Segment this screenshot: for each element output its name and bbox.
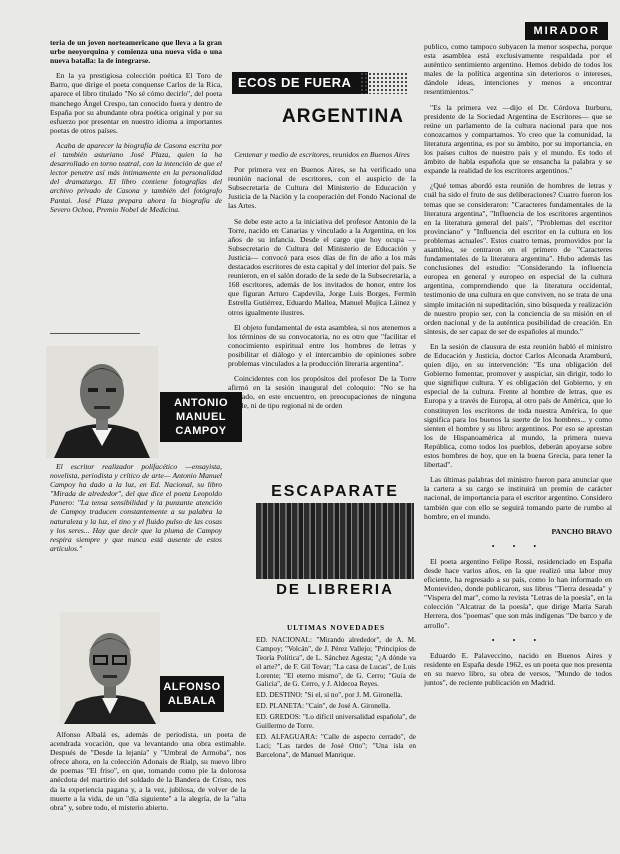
- albala-name-box: ALFONSO ALBALA: [160, 676, 224, 712]
- masthead-mirador: MIRADOR: [525, 22, 608, 40]
- paragraph-palaveccino: Eduardo E. Palaveccino, nacido en Buenos Aires y residente en España desde 1962, es un poeta que nos presenta en su nuevo libro, su obra de versos, "Mundo de todos juntos", de reciente publicación en Madrid.: [424, 650, 612, 687]
- albala-text: [50, 730, 246, 818]
- paragraph-4: En la sesión de clausura de esta reunión habló el ministro de Educación y Justicia, doctor Carlos Alconada Aramburú, quien dijo, en su intervención: "Es una obligación del Gobierno fomentar, promover y auspiciar, sin dirigir, todo lo que signifique cultura. Y es obligación del Gobierno, y en especial de la cultura. Frente al hombre de letras, que es Europa y a través de Europa, al otro país de América, que lo constituyen los escritores de toda nuestra América, lo que significa para los buenos la suerte de los hombres... y como sienten el hombre y su libro: argentinos. Por eso se aprestan los de Hispanoamérica al mundo, la primera nueva República, como todos los pueblos, deberán apoyarse sobre estos hombres de hoy, que en la buena Grecia, para tener la libertad".: [424, 341, 612, 470]
- albala-paragraph: Alfonso Albalá es, además de periodista, un poeta de acendrada vocación, que va levantando una obra estimable. Después de "Desde la lejanía" y "Umbral de Armoba", nos ofrece ahora, en la colección Adonais de Rialp, su nuevo libro de poemas "El friso", en que, tomando como pie la dolorosa anécdota del martirio del soldado de la Bandera de Cristo, nos da la experiencia pagana y, a la vez, jubilosa, de volver de la muerte a la vida, de un "día siguiente" a la alegría, de la "alta obra" y, sobre todo, el misterio abierto.: [50, 730, 246, 812]
- article-subtitle: Centenar y medio de escritores, reunidos en Buenos Aires: [234, 150, 410, 159]
- paragraph-3: ¿Qué temas abordó esta reunión de hombres de letras y cuál ha sido el fruto de sus deliberaciones? Cuatro fueron los temas que se consideraron: "Caracteres fundamentales de la literatura argentina", "Influencia de los escritores argentinos en la literatura general del país", "Problemas del escritor provinciano" y "Influencia del escritor en la cultura en los problemas actuales". Estos cuatro temas, promovidos por la asamblea, se centraron en el primero de "Caracteres fundamentales de la literatura argentina". Hubo además las conclusiones del estudio: "Considerando la influencia europea en general y europeo en especial de la cultura argentina, comprendiendo que la literatura occidental, testimonio de una cultura en que conviven, no se trata de una simple imitación ni supeditación, sino búsqueda y realización de nuestro propio ser, con la conciencia de su misión en el orden nacional y de la auténtica posibilidad de creación. En síntesis, de ser capaz de ser de españoles al mundo.": [424, 181, 612, 336]
- campoy-text: [50, 462, 222, 559]
- paragraph-rossi: El poeta argentino Felipe Rossi, residenciado en España desde hace varios años, en la que realizó una labor muy eficiente, ha regresado a su país, como lo han informado en Montevideo, donde publicaron, sus libros "Tierra deseada" y "Vispera del mar", como la revista "Letras de la poesía", en la colección "Alcatraz de la poesía", que dirige María Sarah Herrera, dos "poemas" que son más indígenas "De barco y de arrollo".: [424, 556, 612, 630]
- article-toro-de-barro: En la ya prestigiosa colección poética El Toro de Barro, que dirige el poeta conquense Carlos de la Rica, aparece el libro titulado "No sé cómo decirlo", del poeta manchego Ángel Crespo, tan conocido fuera y dentro de España por su abundante obra poética original y por su esfuerzo por presentar en nuestro idioma a importantes poetas de otros países.: [50, 71, 222, 135]
- section-header-ecos: [232, 72, 408, 142]
- paragraph-2: "Es la primera vez —dijo el Dr. Córdova Iturburu, presidente de la Sociedad Argentina de Escritores— que se reúne un parlamento de la cultura nacional para que nos conozcamos y compartamos. Yo creo que la comunidad, la literatura argentina, es por su ámbito, por su importancia, en los países cultos de nuestro país y el mundo. Es todo el ámbito de habla española que se ensancha la palabra y se expande la realidad de los escritores argentinos.": [424, 102, 612, 176]
- campoy-photo: [46, 346, 158, 458]
- escaparate-title: ESCAPARATE: [271, 483, 399, 500]
- novedades-heading: ULTIMAS NOVEDADES: [286, 623, 386, 632]
- novedad-item: ED. PLANETA: "Cain", de José A. Gironella.: [256, 701, 391, 711]
- separator-dots: • • •: [491, 635, 545, 645]
- article-continuation: teria de un joven norteamericano que lleva a la gran urbe neoyorquina y comienza una nueva vida o una nueva batalla: la de integrarse.: [50, 38, 222, 66]
- campoy-name-box: ANTONIO MANUEL CAMPOY: [160, 392, 242, 442]
- novedades-list: [256, 624, 416, 762]
- correspondent-signature: PANCHO BRAVO: [551, 526, 612, 536]
- halftone-decoration: [360, 72, 408, 94]
- novedad-item: ED. ALFAGUARA: "Calle de aspecto cerrado", de Laci; "Las tardes de José Otto"; "Una isla en Barcelona", de Manuel Manrique.: [256, 731, 416, 759]
- paragraph-3: El objeto fundamental de esta asamblea, si nos atenemos a los términos de su convocatoria, no es otro que "facilitar el conocimiento espiritual entre los hombres de letras y posibilitar el diálogo y el intercambio de opiniones sobre problemas vinculados a la producción literaria argentina".: [228, 322, 416, 368]
- column-left: [50, 38, 222, 220]
- divider-line: [50, 333, 140, 334]
- novedad-item: ED. NACIONAL: "Mirando alrededor", de A. M. Campoy; "Volcán", de J. Pérez Vallejo; "Principios de Teoría Política", de L. Sánchez Agesta; "¿A dónde va el arte?", de F. Gil Tovar; "La casa de Lucas", de Luis Lorente; "El eterno mismo", de G. Cerro; "Guía de Galicia", de G. Cerro, y J. Aldecoa Reyes.: [256, 634, 416, 689]
- separator-dots: • • •: [491, 541, 545, 551]
- novedad-item: ED. DESTINO: "Si el, sí no", por J. M. Gironella.: [256, 690, 403, 700]
- paragraph-4: Coincidentes con los propósitos del profesor De la Torre afirmó en la sesión inaugural del coloquio: "No se ha pensado, en este encuentro, en preocupaciones de ninguna índole, ni de tipo regional ni de orden: [228, 374, 416, 411]
- paragraph-5: Las últimas palabras del ministro fueron para anunciar que la cartera a su cargo se instituirá un premio de carácter nacional, de importancia para el escritor argentino. Considero también que con ello se seguirá tomando parte de rumbo al hombre, en el mundo.: [424, 475, 612, 521]
- novedad-item: ED. GREDOS: "Lo difícil universalidad española", de Guillermo de Torre.: [256, 712, 416, 731]
- bookshelf-photo: [256, 503, 414, 579]
- column-middle: [228, 150, 416, 416]
- paragraph-1: publico, como tampoco subyacen la menor sospecha, porque esta asamblea está exclusivamente respaldada por el auténtico sentimiento argentino. Hemos debido de todos los males de la política argentina sin deterioros o intereses, dándole ideas, intenciones y menos a encontrar resentimientos.": [424, 42, 612, 97]
- albala-photo: [60, 612, 160, 724]
- escaparate-subtitle: DE LIBRERIA: [276, 581, 394, 598]
- campoy-paragraph: El escritor realizador polifacético —ensayista, novelista, periodista y crítico de arte— Antonio Manuel Campoy ha dado a la luz, en Ed. Nacional, su libro "Mirada de alrededor", del que dice el poeta Leopoldo Panero: "La tensa sensibilidad y la punzante atención de Campoy traducen constantemente a su palabra la naturaleza y la luz, el tino y el fluido pulso de las cosas y los seres... Hay que decir que la pluma de Campoy respira siempre y que nunca está ausente de estos artículos.": [50, 462, 222, 553]
- paragraph-1: Por primera vez en Buenos Aires, se ha verificado una reunión nacional de escritores, con el auspicio de la Subsecretaría de Cultura del Ministerio de Educación y Justicia de la Nación y la cooperación del Fondo Nacional de las Artes.: [228, 165, 416, 211]
- article-casona-biography: Acaba de aparecer la biografía de Casona escrita por el también asturiano José Plaza, quien la ha desarrollado en torno teatral, con la intención de que el lector penetre así más íntimamente en la personalidad del dramaturgo. El libro contiene fotografías del archivo privado de Casona y también del fotógrafo Pantai. José Plaza prepara ahora la biografía de Severo Ochoa, Premio Nobel de Medicina.: [50, 140, 222, 214]
- argentina-heading: ARGENTINA: [282, 106, 404, 127]
- column-right: [424, 42, 612, 693]
- ecos-de-fuera-label: ECOS DE FUERA: [232, 72, 368, 94]
- escaparate-box: [256, 483, 414, 598]
- paragraph-2: Se debe este acto a la iniciativa del profesor Antonio de la Torre, nacido en Canarias y vinculado a la Argentina, en los años de su infancia. Desde el cargo que hoy ocupa —Subsecretario de Cultura del Ministerio de Educación y Justicia— convocó para esos días de fin de año a los más destacados escritores de esta capital y del interior del país. Se reunieron, en el salón dorado de la sede de la Subsecretaría, a 168 escritores, además de los invitados de honor, entre los que figuran Arturo Capdevila, Jorge Luis Borges, Fermín Estrella Gutiérrez, Eduardo Mallea, Manuel Mujica Láinez y otros igualmente ilustres.: [228, 216, 416, 317]
